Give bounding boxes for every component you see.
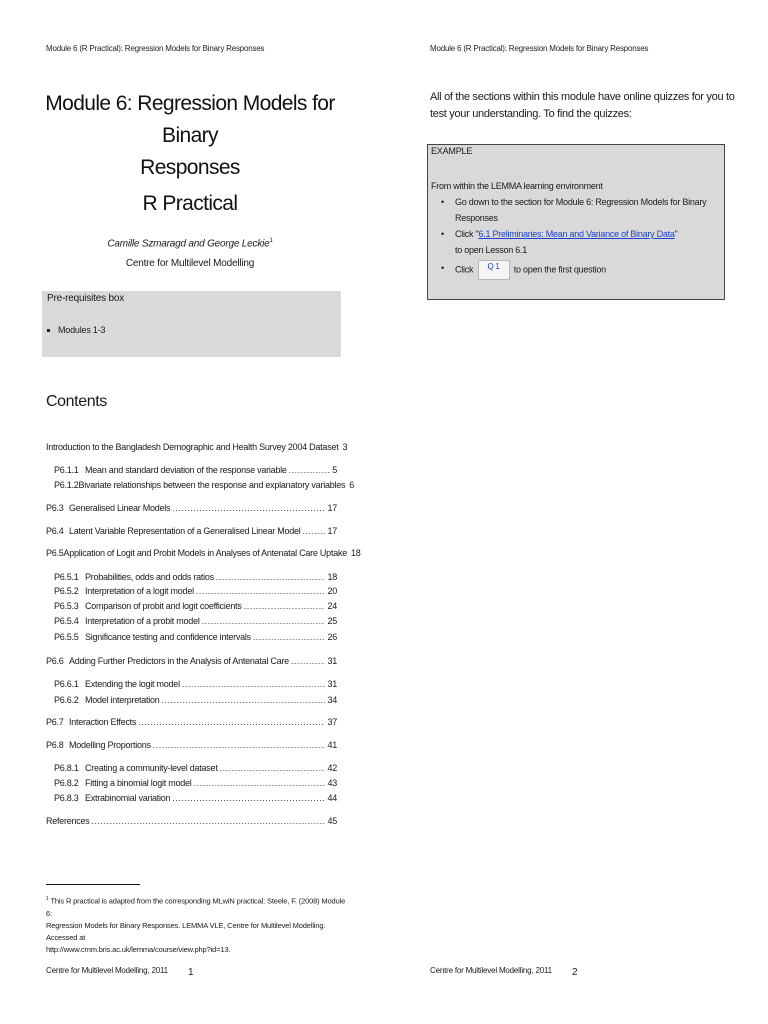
authors-names: Camille Szmaragd and George Leckie: [107, 238, 270, 250]
toc-leader-dots: [291, 656, 326, 666]
toc-entry-number: P6.1.2: [54, 480, 79, 490]
toc-leader-dots: [216, 572, 326, 582]
toc-entry-number: P6.6.1: [54, 679, 79, 689]
toc-entry-page: 3: [342, 442, 348, 452]
prerequisite-text: Modules 1-3: [58, 325, 106, 335]
toc-entry-number: P6.1.1: [54, 465, 79, 475]
toc-entry-title: Interpretation of a probit model: [85, 616, 200, 626]
example-body: [431, 178, 719, 280]
toc-entry-title: Latent Variable Representation of a Generalised Linear Model: [69, 526, 301, 536]
authors: [40, 238, 340, 249]
toc-leader-dots: [153, 740, 326, 750]
toc-entry-title: Extrabinomial variation: [85, 793, 171, 803]
document-title: [40, 88, 340, 184]
toc-entry-title: Application of Logit and Probit Models in Analyses of Antenatal Care Uptake: [63, 548, 347, 558]
footnote-line-3: http://www.cmm.bris.ac.uk/lemma/course/view.php?id=13.: [46, 944, 231, 954]
toc-entry-title: Adding Further Predictors in the Analysis of Antenatal Care: [69, 656, 289, 666]
toc-entry-page: 25: [327, 616, 337, 626]
toc-entry[interactable]: [54, 572, 337, 582]
quiz-button[interactable]: Q 1: [478, 260, 510, 280]
step-2-prefix: Click ": [455, 229, 479, 239]
footnote-ref: 1: [269, 238, 273, 244]
step-3-suffix: to open the first question: [513, 264, 606, 275]
quiz-intro: [430, 89, 760, 123]
toc-leader-dots: [172, 503, 325, 513]
toc-entry-page: 31: [327, 656, 337, 666]
toc-entry-page: 42: [327, 763, 337, 773]
toc-leader-dots: [194, 778, 326, 788]
toc-entry-page: 17: [327, 503, 337, 513]
toc-entry[interactable]: [54, 763, 337, 773]
toc-entry-number: P6.5.4: [54, 616, 79, 626]
toc-entry-title: Modelling Proportions: [69, 740, 151, 750]
toc-entry[interactable]: [46, 717, 337, 727]
example-step-3: [431, 260, 719, 280]
toc-leader-dots: [253, 632, 326, 642]
example-step-1: • Go down to the section for Module 6: Regression Models for Binary Responses: [431, 194, 719, 226]
toc-entry[interactable]: [54, 480, 354, 490]
toc-entry-page: 18: [350, 548, 361, 558]
prerequisites-box: [42, 291, 341, 357]
toc-entry[interactable]: [54, 632, 337, 642]
toc-entry-number: P6.8.1: [54, 763, 79, 773]
toc-entry-title: Introduction to the Bangladesh Demographic and Health Survey 2004 Dataset: [46, 442, 339, 452]
toc-entry-page: 20: [327, 586, 337, 596]
toc-entry[interactable]: [46, 526, 337, 536]
step-2-suffix: ": [674, 229, 678, 239]
toc-entry-title: Significance testing and confidence intervals: [85, 632, 251, 642]
toc-entry-title: Bivariate relationships between the response and explanatory variables: [78, 480, 346, 490]
toc-entry[interactable]: [46, 816, 337, 826]
bullet-icon: [47, 329, 50, 332]
footnote-rule: [46, 884, 140, 885]
toc-entry-number: P6.3: [46, 503, 64, 513]
toc-entry-page: 6: [349, 480, 354, 490]
running-header: Module 6 (R Practical): Regression Models for Binary Responses: [46, 44, 265, 53]
toc-entry-page: 37: [327, 717, 337, 727]
toc-entry-page: 18: [327, 572, 337, 582]
step-3-prefix: Click: [455, 264, 474, 275]
page-number: 2: [572, 967, 578, 978]
footnote-line-2: Regression Models for Binary Responses. LEMMA VLE, Centre for Multilevel Modelling. Accessed at: [46, 920, 326, 942]
toc-entry-title: Creating a community-level dataset: [85, 763, 218, 773]
toc-leader-dots: [182, 679, 326, 689]
page-footer: Centre for Multilevel Modelling, 2011: [430, 966, 552, 975]
toc-entry-title: Mean and standard deviation of the response variable: [85, 465, 287, 475]
toc-entry[interactable]: [54, 778, 337, 788]
intro-line-2: test your understanding. To find the quizzes:: [430, 108, 632, 120]
toc-leader-dots: [289, 465, 331, 475]
toc-leader-dots: [220, 763, 326, 773]
toc-entry-page: 45: [327, 816, 337, 826]
title-line-1: Module 6: Regression Models for Binary: [45, 92, 335, 147]
toc-entry-number: P6.4: [46, 526, 64, 536]
toc-entry-number: P6.8: [46, 740, 64, 750]
example-steps: [431, 194, 719, 280]
example-lead: From within the LEMMA learning environment: [431, 181, 603, 191]
toc-entry[interactable]: [46, 548, 361, 558]
toc-entry-page: 5: [332, 465, 337, 475]
step-2-line-2: to open Lesson 6.1: [455, 245, 528, 255]
toc-entry-title: Comparison of probit and logit coefficients: [85, 601, 242, 611]
toc-entry-page: 26: [327, 632, 337, 642]
footnote: [46, 893, 346, 956]
toc-entry-page: 43: [327, 778, 337, 788]
toc-leader-dots: [92, 816, 326, 826]
example-label: EXAMPLE: [431, 146, 473, 156]
toc-entry-number: P6.5.3: [54, 601, 79, 611]
toc-entry-title: References: [46, 816, 90, 826]
toc-entry[interactable]: [54, 793, 337, 803]
toc-entry[interactable]: [46, 656, 337, 666]
toc-entry[interactable]: [46, 740, 337, 750]
document-page-2: [384, 0, 768, 1024]
toc-entry-number: P6.6: [46, 656, 64, 666]
toc-entry[interactable]: [54, 679, 337, 689]
example-box: [427, 144, 725, 300]
toc-entry-title: Fitting a binomial logit model: [85, 778, 192, 788]
toc-entry-page: 31: [327, 679, 337, 689]
toc-leader-dots: [162, 695, 326, 705]
example-step-2: [431, 226, 719, 258]
toc-leader-dots: [303, 526, 326, 536]
toc-entry-title: Generalised Linear Models: [69, 503, 171, 513]
document-subtitle: R Practical: [142, 192, 238, 215]
running-header: Module 6 (R Practical): Regression Models for Binary Responses: [430, 44, 649, 53]
toc-entry[interactable]: [46, 442, 348, 452]
toc-entry-page: 24: [327, 601, 337, 611]
toc-entry[interactable]: [54, 695, 337, 705]
toc-entry-title: Model interpretation: [85, 695, 160, 705]
toc-entry-title: Interaction Effects: [69, 717, 137, 727]
toc-entry-page: 41: [327, 740, 337, 750]
toc-entry[interactable]: [46, 503, 337, 513]
toc-entry-number: P6.6.2: [54, 695, 79, 705]
page-number: 1: [188, 967, 194, 978]
toc-leader-dots: [244, 601, 326, 611]
toc-entry[interactable]: [54, 601, 337, 611]
toc-entry-number: P6.5.2: [54, 586, 79, 596]
toc-entry-title: Interpretation of a logit model: [85, 586, 194, 596]
intro-line-1: All of the sections within this module have online quizzes for you to: [430, 91, 735, 103]
toc-leader-dots: [138, 717, 325, 727]
institution: Centre for Multilevel Modelling: [125, 258, 255, 269]
toc-entry[interactable]: [54, 616, 337, 626]
title-line-2: Responses: [140, 156, 240, 179]
toc-leader-dots: [172, 793, 325, 803]
toc-entry-number: P6.7: [46, 717, 64, 727]
toc-entry[interactable]: [54, 465, 337, 475]
page-footer: Centre for Multilevel Modelling, 2011: [46, 966, 168, 975]
toc-entry-page: 34: [327, 695, 337, 705]
toc-entry-title: Probabilities, odds and odds ratios: [85, 572, 214, 582]
toc-entry-number: P6.8.3: [54, 793, 79, 803]
toc-entry-number: P6.5.1: [54, 572, 79, 582]
toc-entry-page: 17: [327, 526, 337, 536]
toc-leader-dots: [196, 586, 326, 596]
prerequisites-title: Pre-requisites box: [47, 293, 124, 304]
toc-entry-number: P6.5.5: [54, 632, 79, 642]
contents-heading: Contents: [46, 393, 107, 410]
footnote-line-1: This R practical is adapted from the corresponding MLwiN practical: Steele, F. (2008) Module 6:: [46, 896, 346, 918]
toc-entry-page: 44: [327, 793, 337, 803]
toc-entry-number: P6.5: [46, 548, 64, 558]
footnote-mark: 1: [46, 896, 49, 902]
lesson-link[interactable]: 6.1 Preliminaries: Mean and Variance of Binary Data: [478, 229, 675, 239]
toc-entry-number: P6.8.2: [54, 778, 79, 788]
prerequisites-item: [47, 325, 105, 335]
toc-entry-title: Extending the logit model: [85, 679, 180, 689]
toc-entry[interactable]: [54, 586, 337, 596]
toc-leader-dots: [202, 616, 326, 626]
